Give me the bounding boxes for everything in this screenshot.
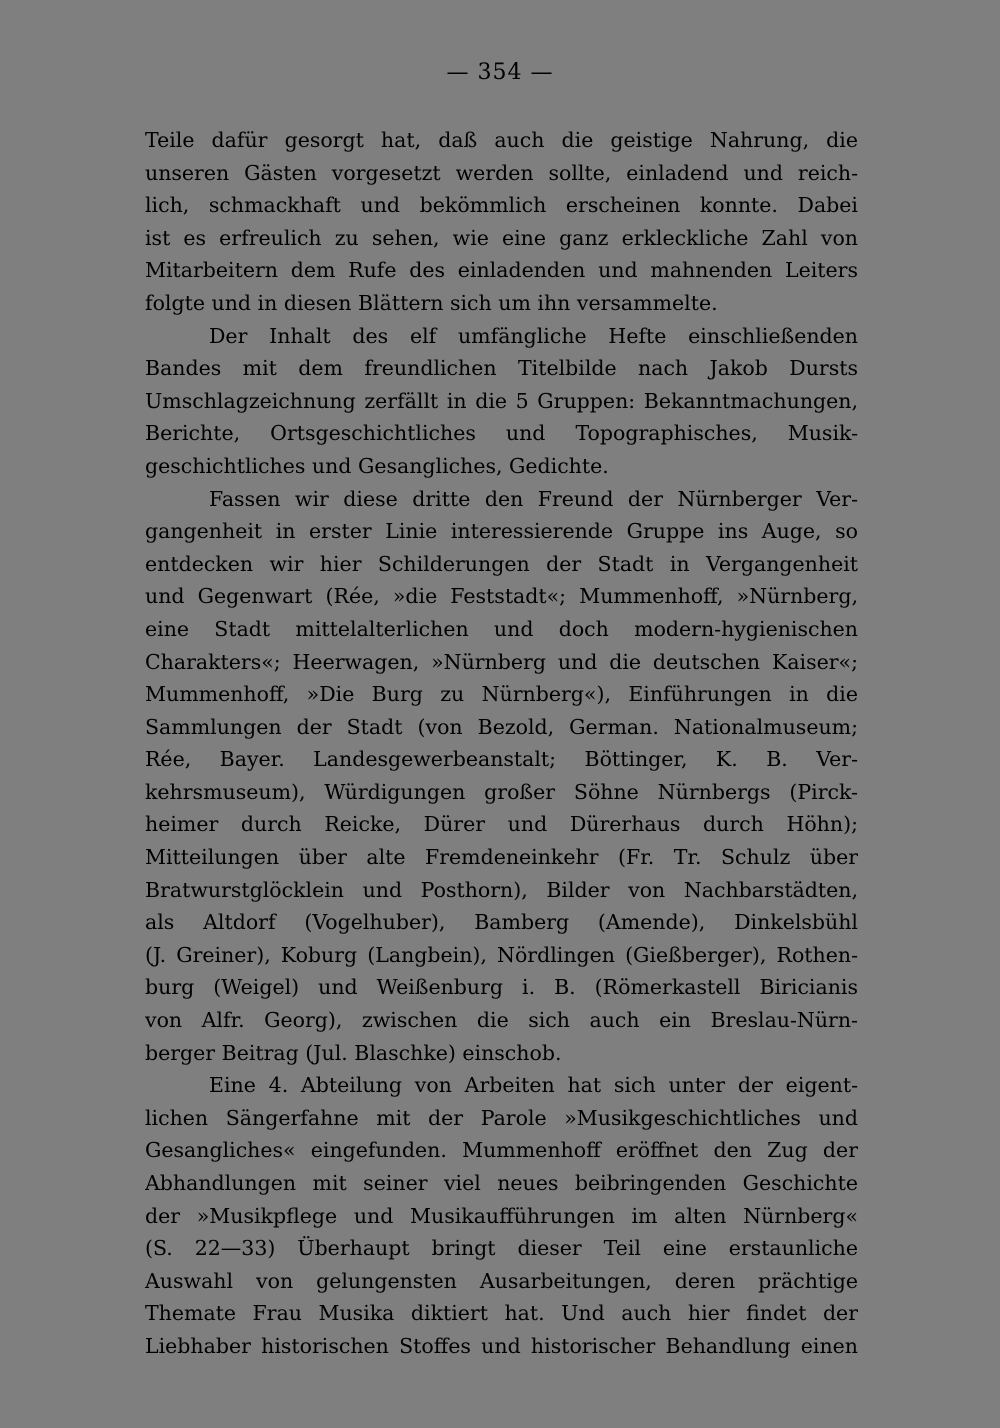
text-line: Mitarbeitern dem Rufe des einladenden und mahnenden Leiters xyxy=(145,258,858,283)
text-line: geschichtliches und Gesangliches, Gedichte. xyxy=(145,453,609,478)
text-line: lich, schmackhaft und bekömmlich erscheinen konnte. Dabei xyxy=(145,193,858,218)
text-line: Der Inhalt des elf umfängliche Hefte einschließenden xyxy=(209,323,858,348)
text-line: (J. Greiner), Koburg (Langbein), Nördlingen (Gießberger), Rothen- xyxy=(145,942,858,967)
text-line: eine Stadt mittelalterlichen und doch modern-hygienischen xyxy=(145,616,858,641)
text-line: Liebhaber historischen Stoffes und historischer Behandlung einen xyxy=(145,1333,858,1358)
text-line: burg (Weigel) und Weißenburg i. B. (Römerkastell Biricianis xyxy=(145,975,858,1000)
text-line: gangenheit in erster Linie interessierende Gruppe ins Auge, so xyxy=(145,519,858,544)
text-line: Mitteilungen über alte Fremdeneinkehr (Fr. Tr. Schulz über xyxy=(145,845,858,870)
text-line: Eine 4. Abteilung von Arbeiten hat sich unter der eigent- xyxy=(209,1073,858,1098)
text-line: kehrsmuseum), Würdigungen großer Söhne Nürnbergs (Pirck- xyxy=(145,779,858,804)
text-line: lichen Sängerfahne mit der Parole »Musikgeschichtliches und xyxy=(145,1105,858,1130)
page-number: — 354 — xyxy=(446,60,554,85)
text-line: unseren Gästen vorgesetzt werden sollte, einladend und reich- xyxy=(145,160,858,185)
text-line: Bandes mit dem freundlichen Titelbilde nach Jakob Dursts xyxy=(145,356,858,381)
text-line: Berichte, Ortsgeschichtliches und Topographisches, Musik- xyxy=(145,421,858,446)
text-line: Umschlagzeichnung zerfällt in die 5 Gruppen: Bekanntmachungen, xyxy=(145,388,858,413)
text-line: und Gegenwart (Rée, »die Feststadt«; Mummenhoff, »Nürnberg, xyxy=(145,584,858,609)
text-line: folgte und in diesen Blättern sich um ihn versammelte. xyxy=(145,290,718,315)
text-line: der »Musikpflege und Musikaufführungen im alten Nürnberg« xyxy=(145,1203,858,1228)
text-line: Bratwurstglöcklein und Posthorn), Bilder von Nachbarstädten, xyxy=(145,877,858,902)
text-line: heimer durch Reicke, Dürer und Dürerhaus durch Höhn); xyxy=(145,812,858,837)
text-line: berger Beitrag (Jul. Blaschke) einschob. xyxy=(145,1040,562,1065)
text-line: von Alfr. Georg), zwischen die sich auch ein Breslau-Nürn- xyxy=(145,1008,858,1033)
text-line: Abhandlungen mit seiner viel neues beibringenden Geschichte xyxy=(145,1171,858,1195)
text-line: Charakters«; Heerwagen, »Nürnberg und die deutschen Kaiser«; xyxy=(145,649,858,674)
text-line: als Altdorf (Vogelhuber), Bamberg (Amende), Dinkelsbühl xyxy=(145,910,858,935)
text-line: ist es erfreulich zu sehen, wie eine ganz erkleckliche Zahl von xyxy=(145,225,858,250)
text-line: Mummenhoff, »Die Burg zu Nürnberg«), Einführungen in die xyxy=(145,682,858,707)
text-line: Gesangliches« eingefunden. Mummenhoff eröffnet den Zug der xyxy=(145,1138,858,1163)
text-line: Rée, Bayer. Landesgewerbeanstalt; Böttinger, K. B. Ver- xyxy=(145,747,858,772)
text-line: Fassen wir diese dritte den Freund der Nürnberger Ver- xyxy=(209,486,858,511)
body-text xyxy=(145,124,858,1363)
text-line: Auswahl von gelungensten Ausarbeitungen, deren prächtige xyxy=(145,1268,858,1293)
text-line: Sammlungen der Stadt (von Bezold, German. Nationalmuseum; xyxy=(145,714,858,739)
text-line: (S. 22—33) Überhaupt bringt dieser Teil eine erstaunliche xyxy=(145,1236,858,1261)
text-line: Themate Frau Musika diktiert hat. Und auch hier findet der xyxy=(145,1301,858,1326)
text-line: entdecken wir hier Schilderungen der Stadt in Vergangenheit xyxy=(145,551,858,576)
text-line: Teile dafür gesorgt hat, daß auch die geistige Nahrung, die xyxy=(145,128,858,152)
